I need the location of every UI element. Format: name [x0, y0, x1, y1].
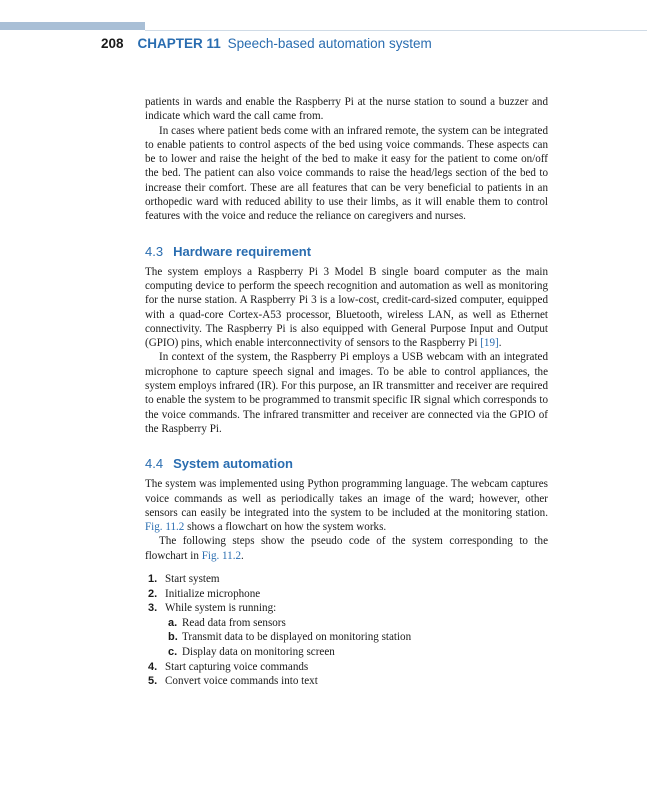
paragraph-text: shows a flowchart on how the system works.: [184, 521, 387, 534]
page-body: [145, 95, 548, 689]
chapter-title: Speech-based automation system: [227, 36, 432, 51]
list-marker: 2.: [148, 587, 158, 600]
list-item-text: Read data from sensors: [182, 616, 286, 629]
section-heading-hardware: [145, 243, 548, 260]
figure-link[interactable]: Fig. 11.2: [201, 549, 242, 562]
list-marker: 4.: [148, 660, 158, 673]
paragraph-infrared-bed: In cases where patient beds come with an infrared remote, the system can be integrated to enable patients to control aspects of the bed using voice commands. These aspects can be to lower and raise the height of the bed to make it easy for the patient to come on/off the bed. The patient can also voice commands to raise the head/legs section of the bed to increase their comfort. These are all features that can be very beneficial to patients in an orthopedic ward with reduced ability to use their limbs, as it will enable them to control features with the voice and reduce the reliance on caregivers and nurses.: [145, 124, 548, 223]
list-marker: c.: [168, 645, 178, 658]
list-item-text: Start system: [165, 573, 220, 586]
section-title: System automation: [173, 456, 293, 472]
figure-link[interactable]: Fig. 11.2: [145, 521, 185, 534]
list-item: [145, 601, 548, 659]
paragraph-hardware-1: [145, 265, 548, 351]
paragraph-text: The system employs a Raspberry Pi 3 Model B single board computer as the main computing device to perform the speech recognition and automation as well as monitoring for the nurse station. A Raspberry Pi 3 is a low-cost, credit-card-sized computer, equipped with a quad-core Cortex-A53 processor, Bluetooth, wireless LAN, as well as Ethernet connectivity. The Raspberry Pi is also equipped with General Purpose Input and Output (GPIO) pins, which enable interconnectivity of sensors to the Raspberry Pi: [145, 265, 548, 350]
paragraph-automation-2: [145, 534, 548, 563]
list-marker: b.: [168, 631, 178, 644]
section-number: 4.4: [145, 456, 164, 472]
pseudo-code-list: [145, 572, 548, 689]
list-item: [145, 587, 548, 602]
list-item: [145, 572, 548, 587]
citation-link[interactable]: [19]: [480, 337, 499, 350]
list-item: [145, 674, 548, 689]
paragraph-automation-1: [145, 477, 548, 534]
paragraph-text: The following steps show the pseudo code of the system corresponding to the flowchart in: [145, 535, 548, 562]
list-item-text: Convert voice commands into text: [165, 675, 318, 688]
list-marker: 1.: [148, 573, 158, 586]
header-rule: [145, 30, 647, 31]
list-item: [145, 660, 548, 675]
paragraph-text: .: [241, 549, 244, 562]
list-marker: a.: [168, 616, 178, 629]
list-item-text: Initialize microphone: [165, 587, 261, 600]
list-marker: 3.: [148, 602, 158, 615]
sublist-item: [165, 616, 548, 631]
list-item-text: While system is running:: [165, 602, 277, 615]
sublist-item: [165, 630, 548, 645]
section-heading-automation: [145, 455, 548, 472]
section-title: Hardware requirement: [173, 243, 312, 259]
section-number: 4.3: [145, 243, 164, 259]
list-item-text: Transmit data to be displayed on monitoring station: [182, 631, 412, 644]
paragraph-hardware-2: In context of the system, the Raspberry Pi employs a USB webcam with an integrated microphone to capture speech signal and images. To be able to control appliances, the system employs infrared (IR). For this purpose, an IR transmitter and receiver are required to enable the system to be programmed to transmit specific IR signal which corresponds to the voice commands. The infrared transmitter and receiver are connected via the GPIO of the Raspberry Pi.: [145, 351, 548, 435]
header-accent-bar: [0, 22, 145, 30]
list-item-text: Display data on monitoring screen: [182, 645, 335, 658]
list-item-text: Start capturing voice commands: [165, 660, 309, 673]
page-number: 208: [101, 36, 124, 51]
running-header: [101, 36, 432, 51]
paragraph-text: .: [498, 337, 502, 350]
list-marker: 5.: [148, 675, 158, 688]
pseudo-code-sublist: [165, 616, 548, 660]
chapter-label: CHAPTER 11: [137, 36, 221, 51]
paragraph-continuation: patients in wards and enable the Raspberry Pi at the nurse station to sound a buzzer and indicate which ward the call came from.: [145, 96, 548, 123]
paragraph-text: The system was implemented using Python programming language. The webcam captures voice commands as well as periodically takes an image of the ward; however, other sensors can easily be integrated into the system to be included at the monitoring station.: [145, 478, 548, 519]
sublist-item: [165, 645, 548, 660]
